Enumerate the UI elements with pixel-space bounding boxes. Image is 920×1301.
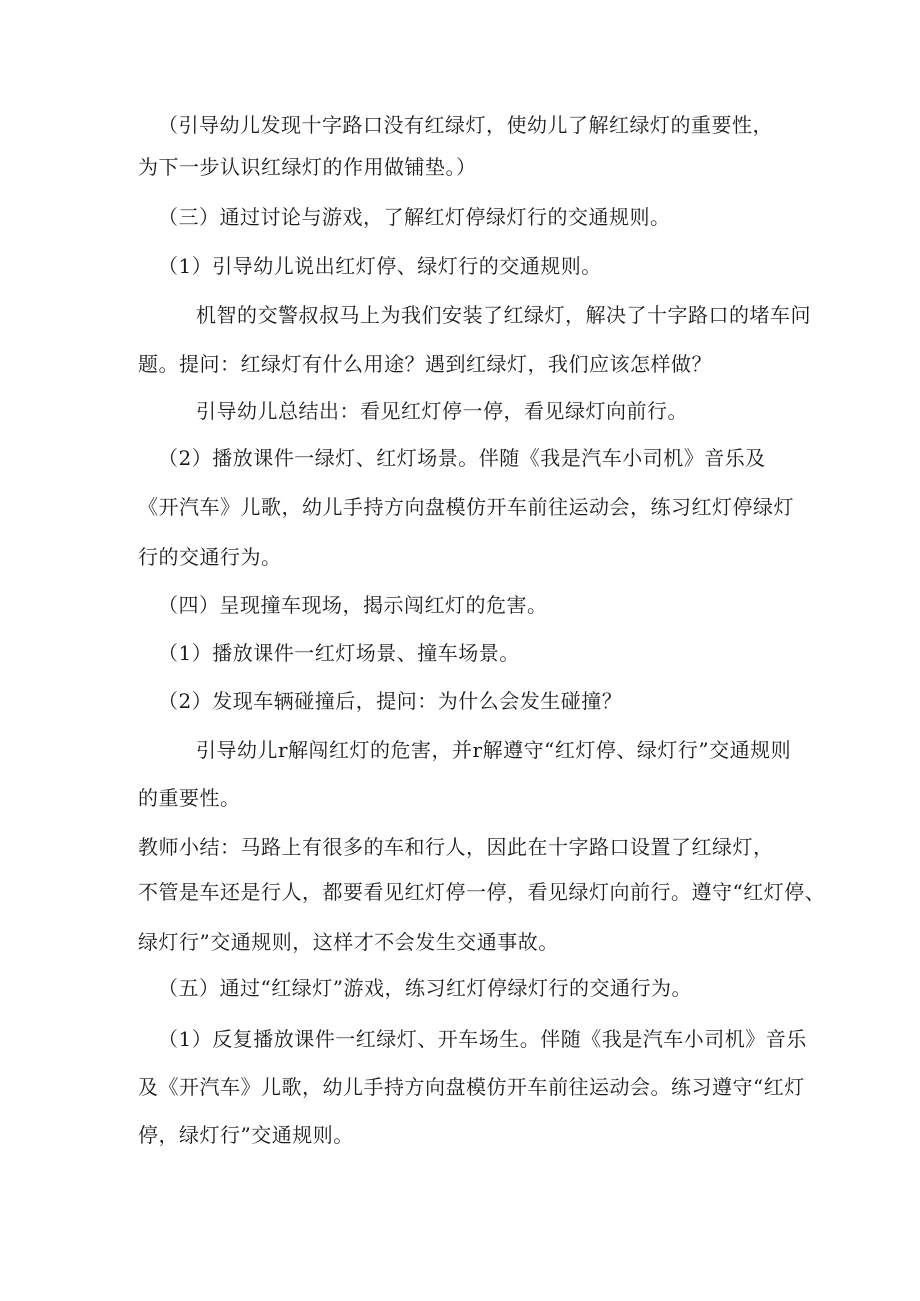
text-line: 行的交通行为。: [138, 545, 282, 569]
text-line: 题。提问：红绿灯有什么用途？遇到红绿灯，我们应该怎样做？: [138, 352, 712, 376]
text-line: （2）发现车辆碰撞后，提问：为什么会发生碰撞？: [158, 689, 623, 713]
text-line: （1）引导幼儿说出红灯停、绿灯行的交通规则。: [158, 254, 602, 278]
text-line: （四）呈现撞车现场，揭示闯红灯的危害。: [158, 593, 548, 617]
text-line: （2）播放课件一绿灯、红灯场景。伴随《我是汽车小司机》音乐及: [158, 446, 766, 470]
text-line: 引导幼儿r解闯红灯的危害，并r解遵守“红灯停、绿灯行”交通规则: [196, 738, 792, 762]
text-line: 机智的交警叔叔马上为我们安装了红绿灯，解决了十字路口的堵车问: [196, 303, 811, 327]
text-line: 不管是车还是行人，都要看见红灯停一停，看见绿灯向前行。遵守“红灯停、: [138, 880, 826, 904]
text-line: （三）通过讨论与游戏，了解红灯停绿灯行的交通规则。: [158, 205, 671, 229]
text-line: 停，绿灯行”交通规则。: [138, 1123, 354, 1147]
text-line: 的重要性。: [138, 786, 241, 810]
text-line: 引导幼儿总结出：看见红灯停一停，看见绿灯向前行。: [196, 399, 688, 423]
text-line: 《开汽车》儿歌，幼儿手持方向盘模仿开车前往运动会，练习红灯停绿灯: [138, 495, 794, 519]
text-line: 及《开汽车》儿歌，幼儿手持方向盘模仿开车前往运动会。练习遵守“红灯: [138, 1075, 805, 1099]
text-line: 教师小结：马路上有很多的车和行人，因此在十字路口设置了红绿灯，: [138, 835, 774, 859]
text-line: 为下一步认识红绿灯的作用做铺垫。）: [138, 155, 477, 179]
text-line: （1）反复播放课件一红绿灯、开车场生。伴随《我是汽车小司机》音乐: [158, 1027, 807, 1051]
text-line: （1）播放课件一红灯场景、撞车场景。: [158, 641, 520, 665]
text-line: （五）通过“红绿灯”游戏，练习红灯停绿灯行的交通行为。: [158, 976, 692, 1000]
text-line: 绿灯行”交通规则，这样才不会发生交通事故。: [138, 930, 559, 954]
text-line: （引导幼儿发现十字路口没有红绿灯，使幼儿了解红绿灯的重要性，: [158, 113, 773, 137]
